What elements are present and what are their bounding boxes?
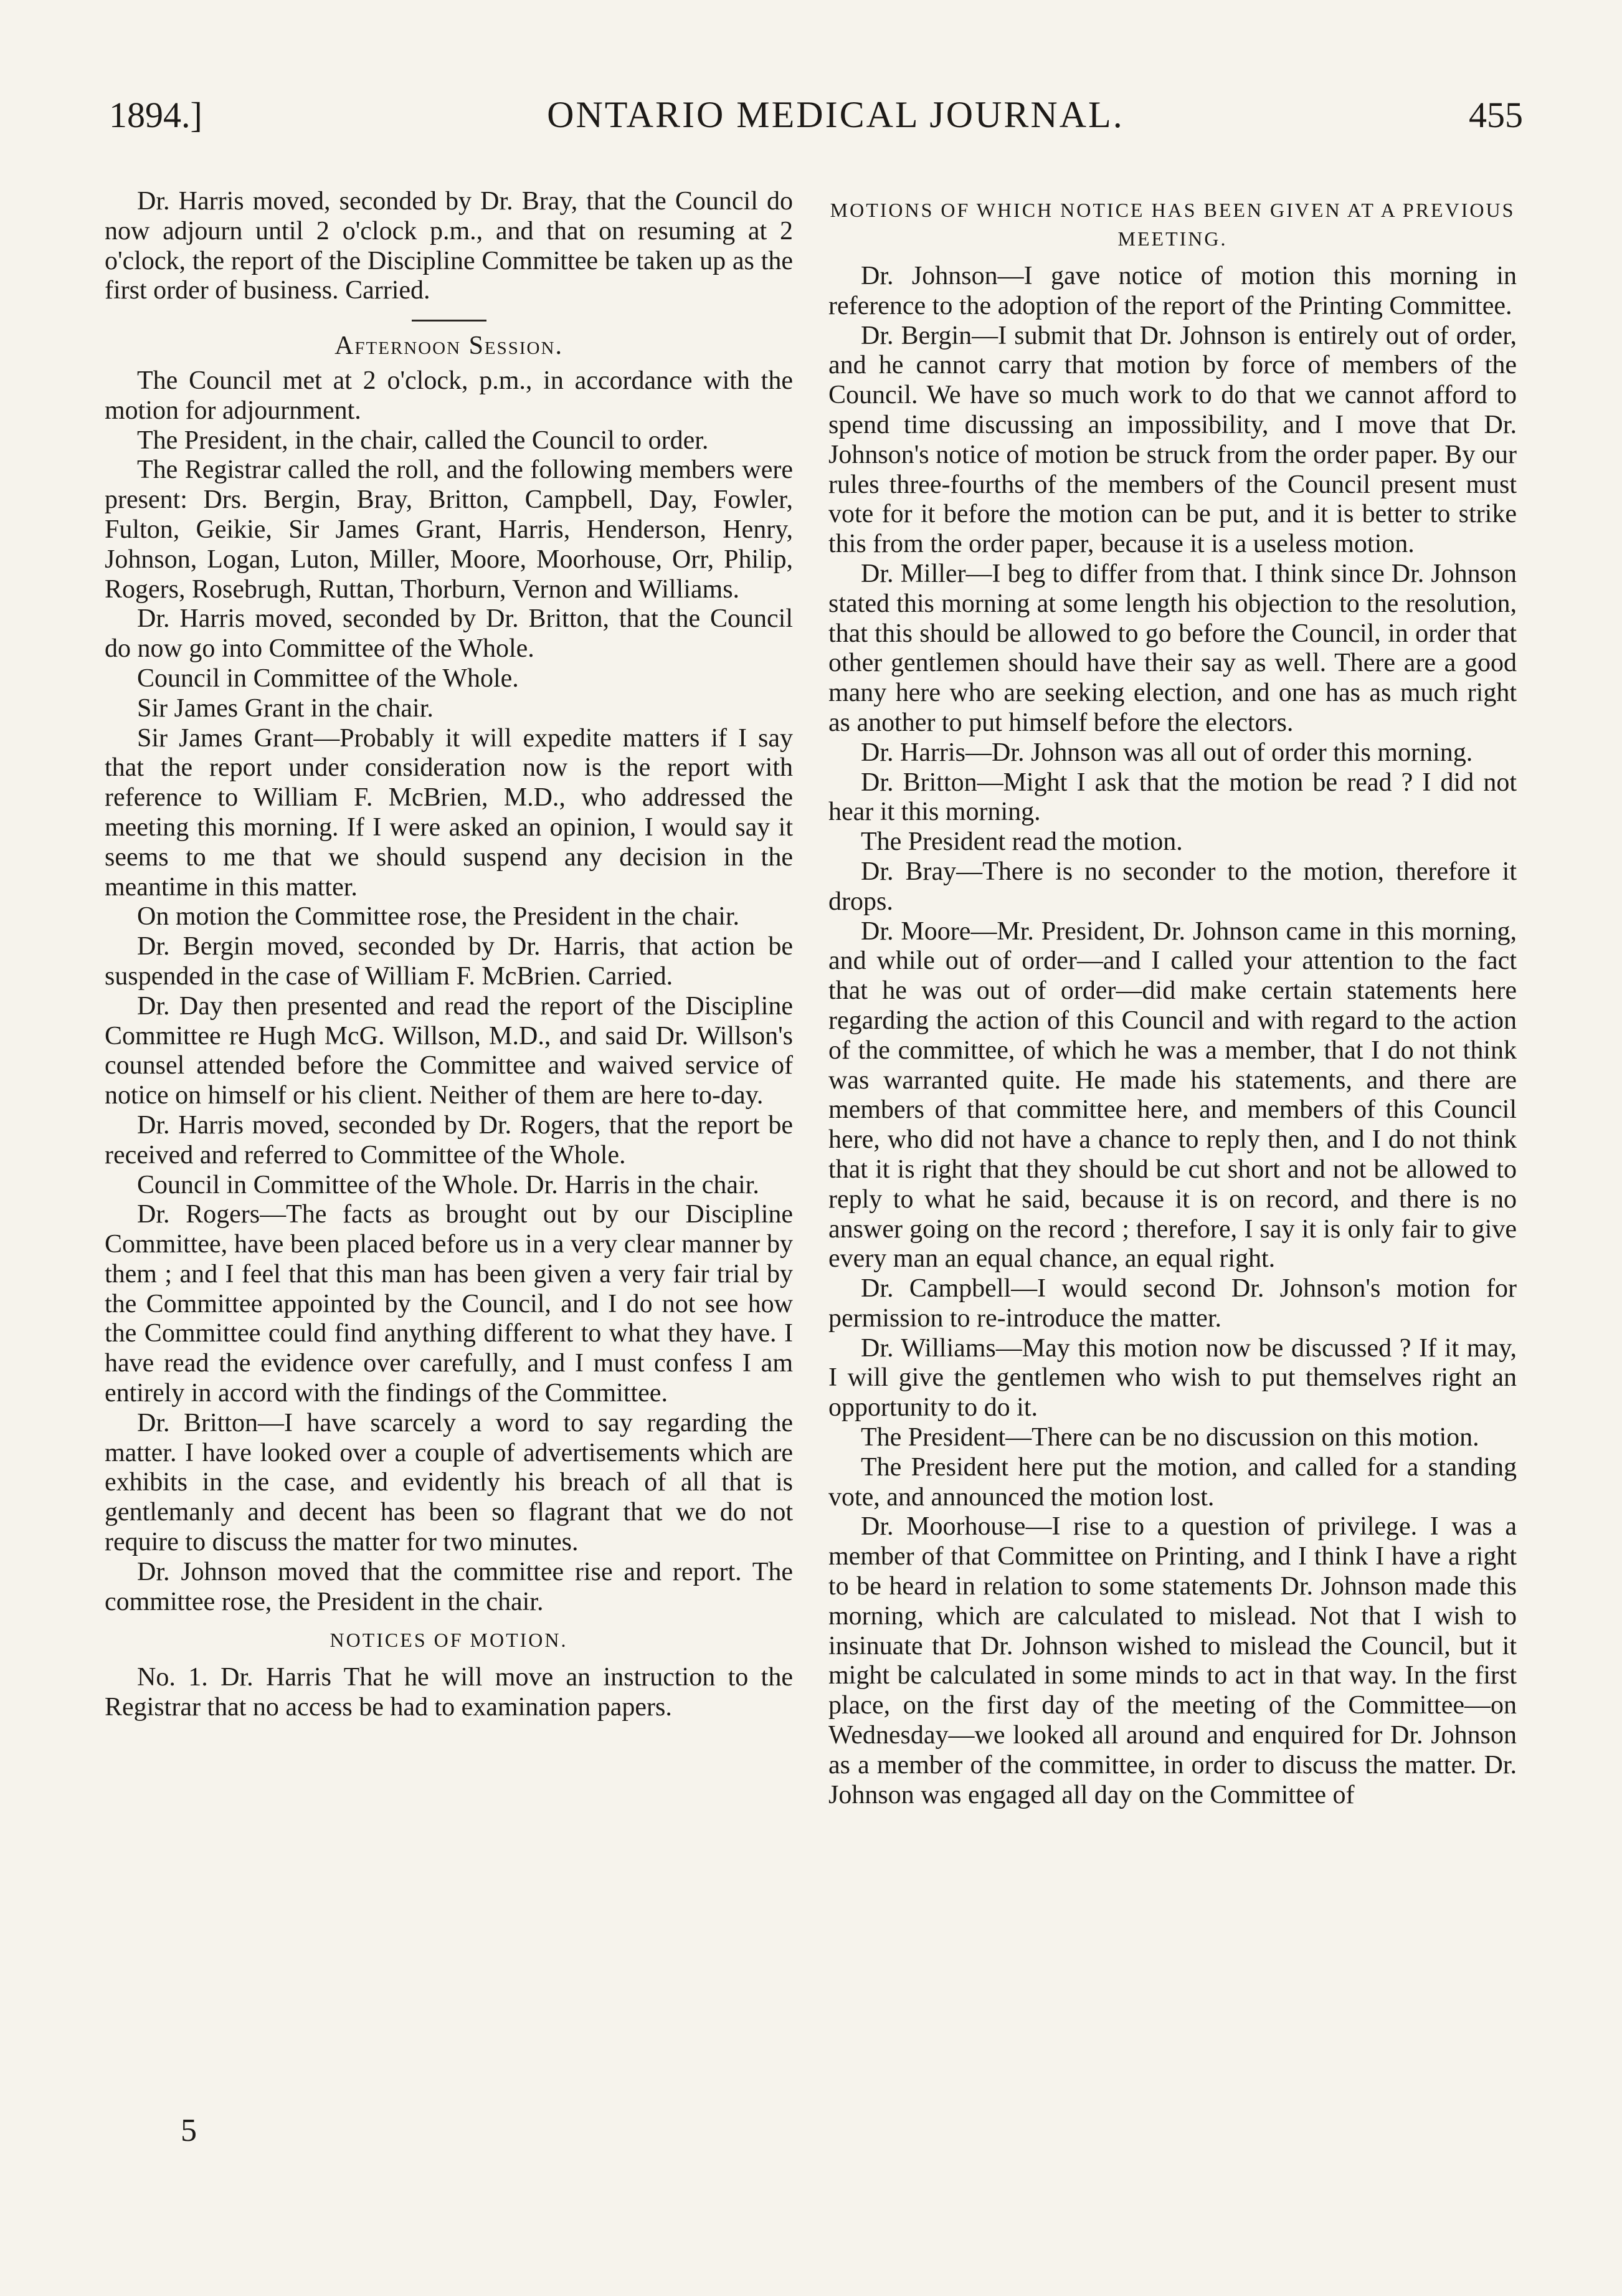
page-number: 455 — [1468, 95, 1523, 135]
paragraph: The President, in the chair, called the Council to order. — [137, 426, 709, 455]
paragraph: Dr. Britton—I have scarcely a word to say regarding the matter. I have looked over a couple of advertisements which are exhibits in the case, and evidently his breach of all that is gentlemanly and decent has been so flagrant that we do not require to discuss the matter for two minutes. — [105, 1408, 793, 1557]
journal-title: ONTARIO MEDICAL JOURNAL. — [547, 94, 1124, 135]
paragraph: The President read the motion. — [861, 827, 1183, 857]
paragraph: Dr. Britton—Might I ask that the motion be read ? I did not hear it this morning. — [828, 768, 1517, 827]
paragraph: Dr. Bergin—I submit that Dr. Johnson is entirely out of order, and he cannot carry that motion by force of members of the Council. We have so much work to do that we cannot afford to spend time discussing an impossibility, and I move that Dr. Johnson's notice of motion be struck from the order paper. By our rules three-fourths of the members of the Council present must vote for it before the motion can be put, and it is better to strike this from the order paper, because it is a useless motion. — [828, 321, 1517, 559]
paragraph: Dr. Johnson—I gave notice of motion this morning in reference to the adoption of the report of the Printing Committee. — [828, 262, 1517, 320]
paragraph: Dr. Harris moved, seconded by Dr. Britton, that the Council do now go into Committee of the Whole. — [105, 604, 793, 664]
signature-mark: 5 — [181, 2113, 197, 2148]
header-year: 1894.] — [109, 95, 202, 135]
paragraph: The Registrar called the roll, and the following members were present: Drs. Bergin, Bray, Britton, Campbell, Day, Fowler, Fulton, Geikie, Sir James Grant, Harris, Henderson, Henry, Johnson, Logan, Luton, Miller, Moore, Moorhouse, Orr, Philip, Rogers, Rosebrugh, Ruttan, Thorburn, Vernon and Williams. — [105, 455, 793, 604]
paragraph: On motion the Committee rose, the President in the chair. — [137, 902, 739, 931]
paragraph: Dr. Harris moved, seconded by Dr. Bray, that the Council do now adjourn until 2 o'clock p.m., and that on resuming at 2 o'clock, the report of the Discipline Committee be taken up as the first order of business. Carried. — [105, 187, 793, 305]
paragraph: The Council met at 2 o'clock, p.m., in accordance with the motion for adjournment. — [105, 366, 793, 425]
paragraph: Dr. Harris—Dr. Johnson was all out of order this morning. — [861, 738, 1473, 767]
paragraph: The President here put the motion, and called for a standing vote, and announced the motion lost. — [828, 1452, 1517, 1512]
paragraph: Dr. Rogers—The facts as brought out by our Discipline Committee, have been placed before us in a very clear manner by them ; and I feel that this man has been given a very fair trial by the Committee appointed by the Council, and I do not see how the Committee could find anything different to what they have. I have read the evidence over carefully, and I must confess I am entirely in accord with the findings of the Committee. — [105, 1200, 793, 1408]
paragraph: Council in Committee of the Whole. — [137, 664, 519, 693]
left-column — [105, 187, 793, 1723]
paragraph: Dr. Campbell—I would second Dr. Johnson's motion for permission to re-introduce the matter. — [828, 1274, 1517, 1333]
paragraph: No. 1. Dr. Harris That he will move an instruction to the Registrar that no access be had to examination papers. — [105, 1663, 793, 1722]
paragraph: The President—There can be no discussion on this motion. — [861, 1423, 1479, 1452]
paragraph: Dr. Harris moved, seconded by Dr. Rogers, that the report be received and referred to Committee of the Whole. — [105, 1110, 793, 1169]
paragraph: Sir James Grant in the chair. — [137, 693, 434, 723]
section-heading-notices: NOTICES OF MOTION. — [330, 1629, 568, 1652]
paragraph: Dr. Bergin moved, seconded by Dr. Harris, that action be suspended in the case of William F. McBrien. Carried. — [105, 932, 793, 991]
paragraph: Sir James Grant—Probably it will expedite matters if I say that the report under consideration now is the report with reference to William F. McBrien, M.D., who addressed the meeting this morning. If I were asked an opinion, I would say it seems to me that we should suspend any decision in the meantime in this matter. — [105, 723, 793, 902]
paragraph: Dr. Moorhouse—I rise to a question of privilege. I was a member of that Committee on Printing, and I think I have a right to be heard in relation to some statements Dr. Johnson made this morning, which are calculated to mislead. Not that I wish to insinuate that Dr. Johnson wished to mislead the Council, but it might be calculated in some minds to act in that way. In the first place, on the first day of the meeting of the Committee—on Wednesday—we looked all around and enquired for Dr. Johnson as a member of the committee, in order to discuss the matter. Dr. Johnson was engaged all day on the Committee of — [828, 1512, 1517, 1809]
section-rule — [412, 320, 486, 322]
section-heading-motions: MOTIONS OF WHICH NOTICE HAS BEEN GIVEN AT A PREVIOUS MEETING. — [830, 199, 1515, 250]
paragraph: Dr. Williams—May this motion now be discussed ? If it may, I will give the gentlemen who wish to put themselves right an opportunity to do it. — [828, 1333, 1517, 1422]
paragraph: Dr. Johnson moved that the committee rise and report. The committee rose, the President in the chair. — [105, 1557, 793, 1616]
right-column — [828, 187, 1517, 1810]
paragraph: Dr. Miller—I beg to differ from that. I think since Dr. Johnson stated this morning at some length his objection to the resolution, that this should be allowed to go before the Council, in order that other gentlemen should have their say as well. There are a good many here who are seeking election, and one has as much right as another to put himself before the electors. — [828, 559, 1517, 737]
paragraph: Dr. Bray—There is no seconder to the motion, therefore it drops. — [828, 857, 1517, 916]
section-heading-afternoon: Afternoon Session. — [334, 331, 563, 361]
paragraph: Dr. Day then presented and read the report of the Discipline Committee re Hugh McG. Willson, M.D., and said Dr. Willson's counsel attended before the Committee and waived service of notice on himself or his client. Neither of them are here to-day. — [105, 991, 793, 1110]
paragraph: Dr. Moore—Mr. President, Dr. Johnson came in this morning, and while out of order—and I called your attention to the fact that he was out of order—did make certain statements here regarding the action of this Council and with regard to the action of the committee, of which he was a member, that I do not think was warranted quite. He made his statements, and there are members of that committee here, and members of this Council here, who did not have a chance to reply then, and I do not think that it is right that they should be cut short and not be allowed to reply to what he said, because it is on record, and there is no answer going on the record ; therefore, I say it is only fair to give every man an equal chance, an equal right. — [828, 917, 1517, 1274]
running-head — [109, 93, 1523, 168]
paragraph: Council in Committee of the Whole. Dr. Harris in the chair. — [137, 1170, 759, 1199]
